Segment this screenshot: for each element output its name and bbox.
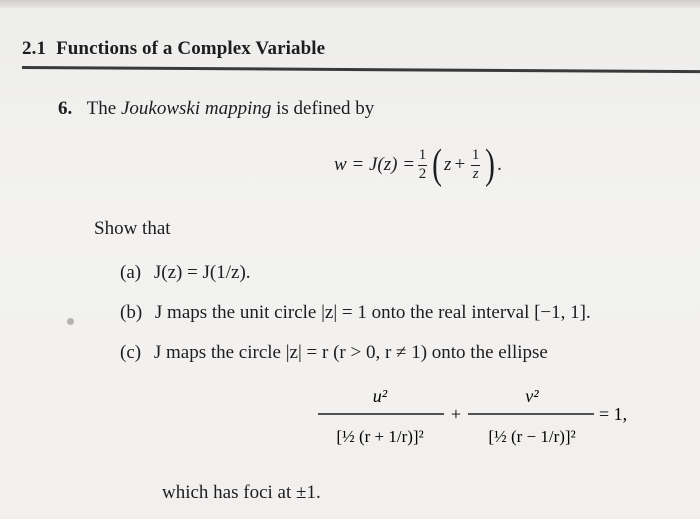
- part-a-text: J(z) = J(1/z).: [153, 262, 251, 283]
- ellipse-rhs: = 1,: [599, 404, 628, 424]
- heading-rule: [22, 66, 700, 73]
- half-num: 1: [418, 146, 427, 163]
- definition-lhs: w = J(z) =: [334, 154, 416, 175]
- ellipse-den-2: [½ (r − 1/r)]²: [488, 427, 576, 446]
- close-paren: ): [485, 142, 496, 188]
- inverse-num: 1: [471, 146, 480, 163]
- inverse-den: z: [472, 165, 479, 182]
- part-c: [120, 342, 548, 364]
- problem-number: 6.: [58, 98, 73, 119]
- definition-plus: +: [454, 154, 466, 175]
- inverse-fraction: [471, 148, 480, 183]
- ellipse-num-u: u²: [372, 386, 388, 406]
- ellipse-equation-svg: [318, 378, 648, 468]
- open-paren: (: [432, 142, 442, 188]
- bullet-dot: [67, 318, 74, 325]
- section-number: 2.1: [22, 38, 47, 59]
- joukowski-definition: [334, 144, 502, 186]
- part-b-text: J maps the unit circle |z| = 1 onto the real interval [−1, 1].: [154, 302, 591, 323]
- ellipse-den-1: [½ (r + 1/r)]²: [336, 427, 424, 446]
- problem-intro: [58, 98, 374, 120]
- intro-term: Joukowski mapping: [120, 98, 272, 119]
- show-that-label: Show that: [94, 218, 171, 239]
- ellipse-equation: [318, 378, 648, 473]
- part-b-label: (b): [120, 302, 143, 323]
- part-a-label: (a): [120, 262, 142, 283]
- section-heading: [22, 38, 325, 60]
- ellipse-num-v: v²: [525, 386, 539, 406]
- intro-prefix: The: [86, 98, 117, 119]
- half-den: 2: [418, 165, 427, 182]
- half-fraction: [418, 148, 427, 183]
- definition-end: .: [497, 154, 502, 175]
- definition-z: z: [444, 154, 452, 175]
- foci-statement: which has foci at ±1.: [162, 482, 321, 503]
- part-b: [120, 302, 591, 324]
- part-c-label: (c): [120, 342, 142, 363]
- part-a: [120, 262, 251, 284]
- intro-suffix: is defined by: [276, 98, 375, 119]
- ellipse-plus: +: [450, 404, 462, 424]
- page-top-edge: [0, 0, 700, 8]
- part-c-text: J maps the circle |z| = r (r > 0, r ≠ 1) onto the ellipse: [153, 342, 548, 363]
- section-title: Functions of a Complex Variable: [56, 38, 326, 59]
